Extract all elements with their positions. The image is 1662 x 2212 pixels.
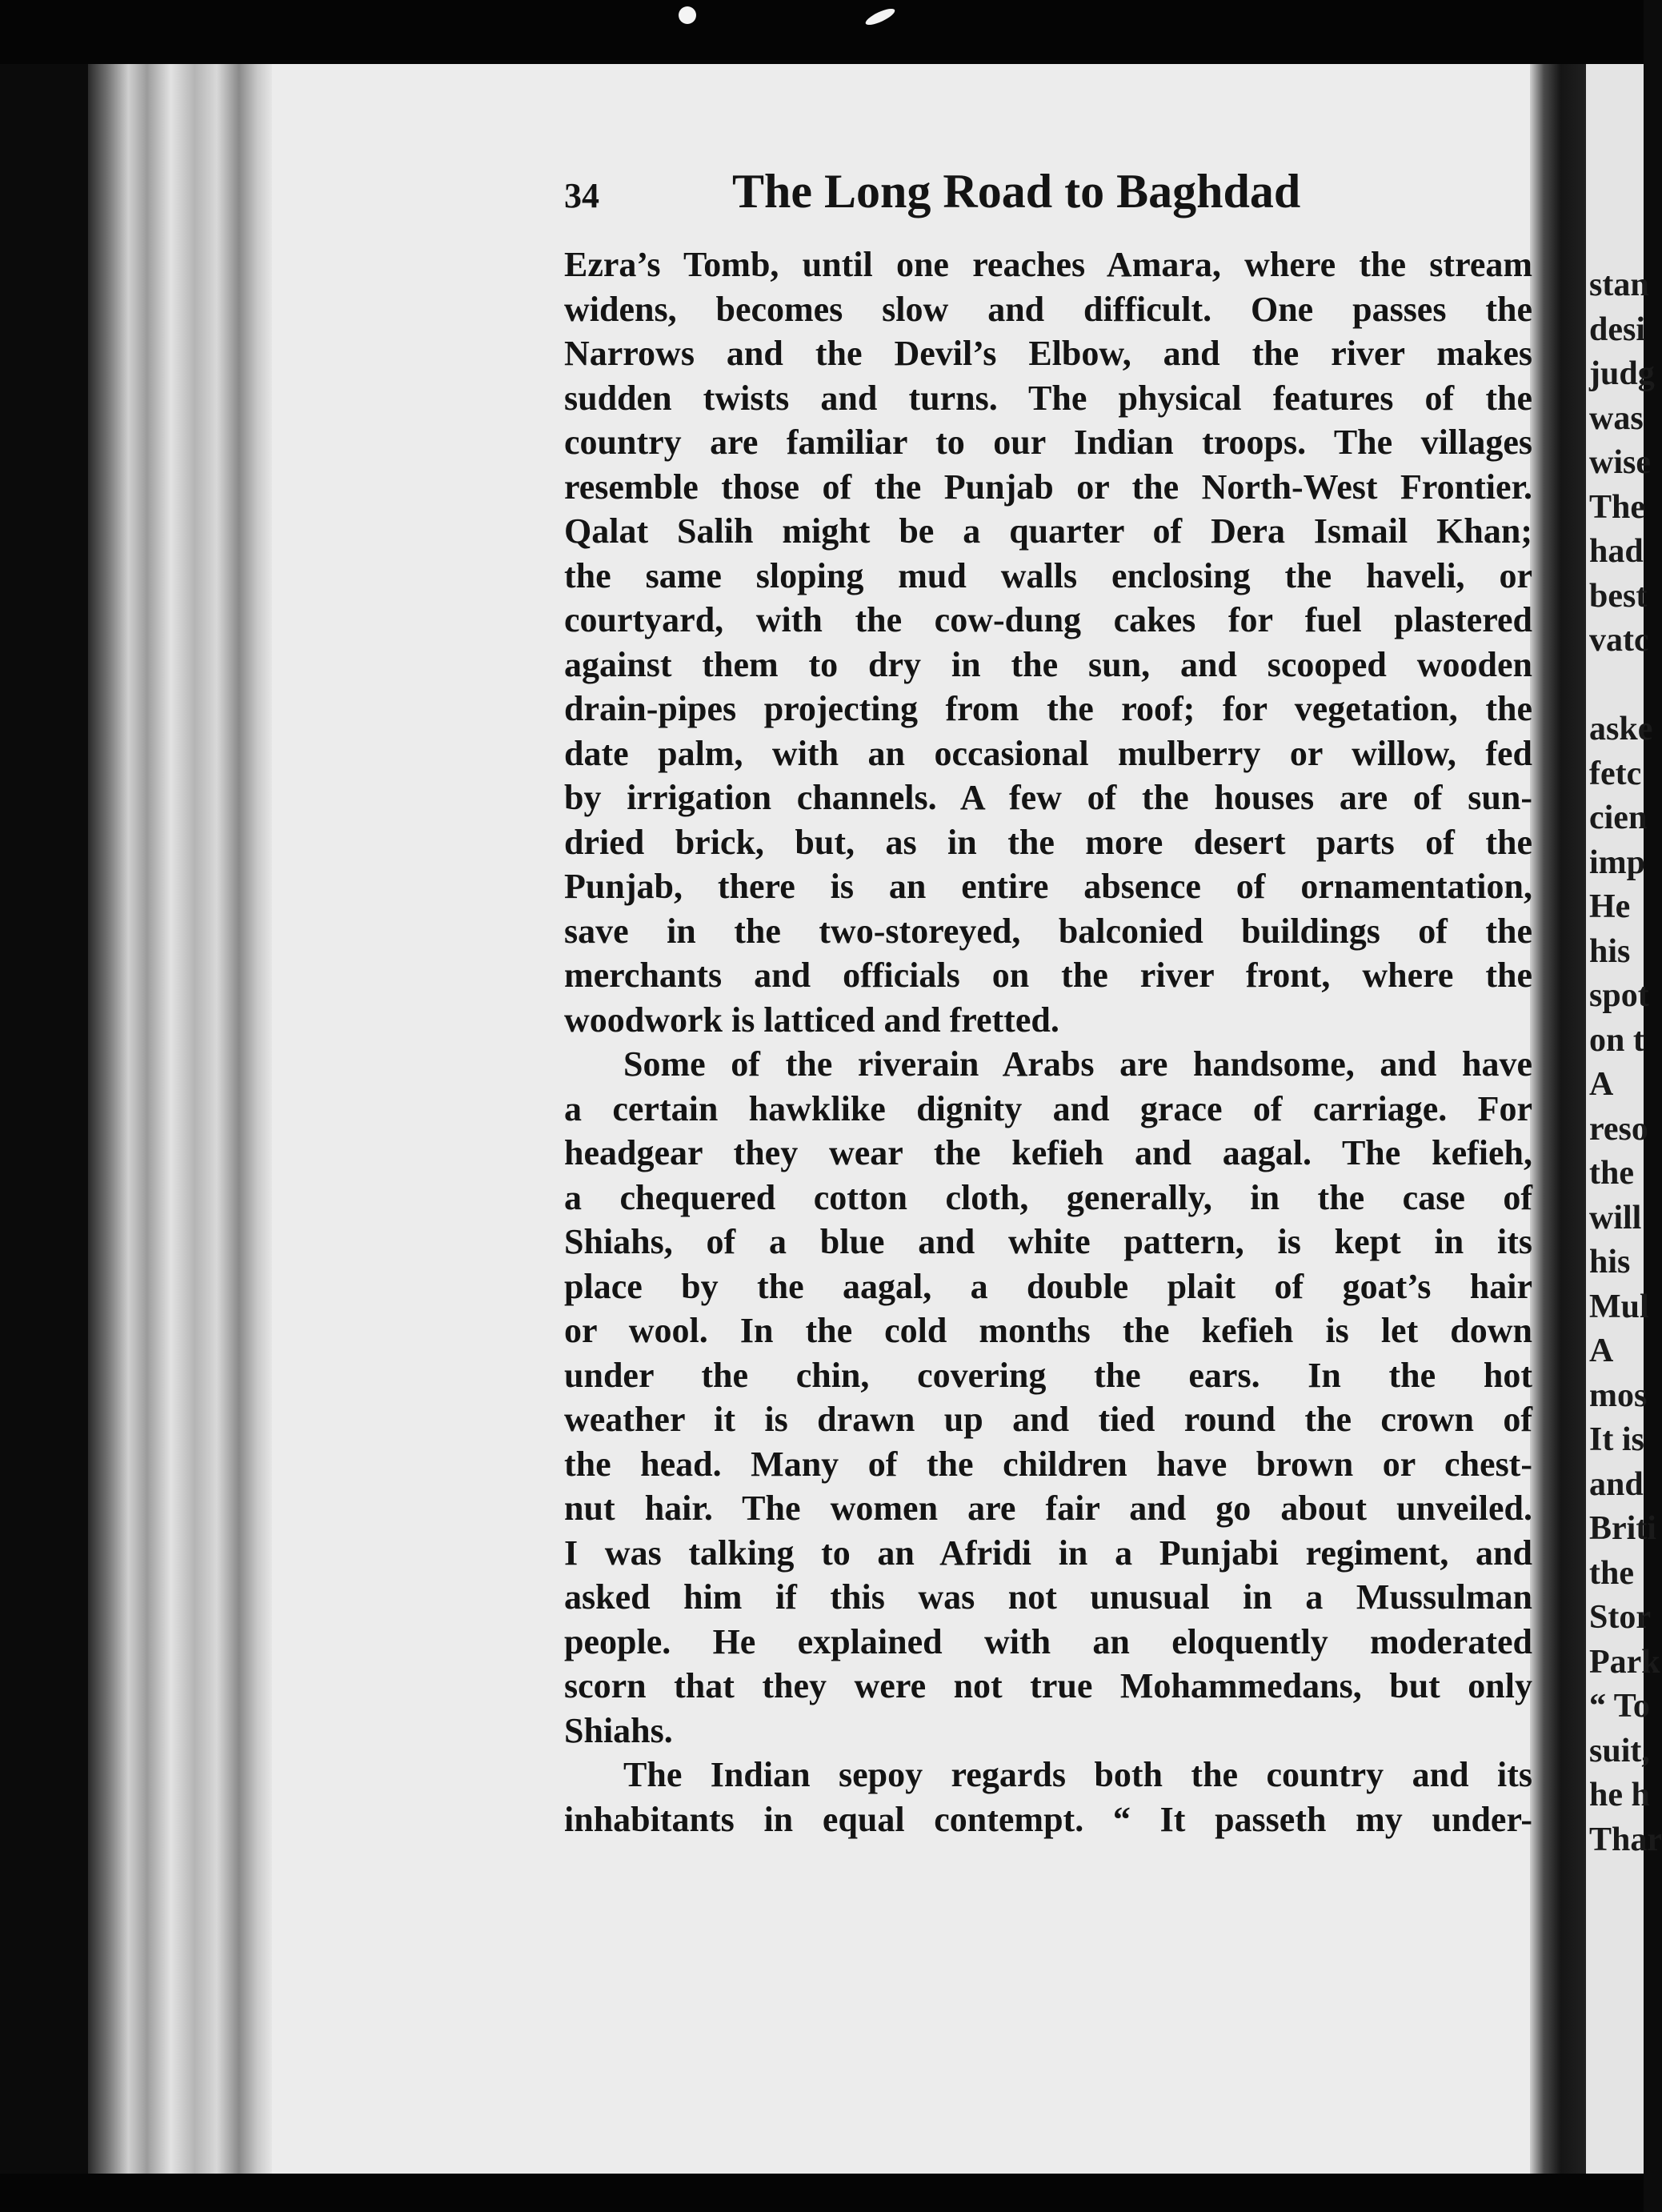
text-line: sudden twists and turns. The physical features of the [564,378,1532,418]
text-line: or wool. In the cold months the kefieh is let down [564,1311,1532,1350]
film-border-top [0,0,1644,64]
adjacent-page-text: judg [1589,355,1655,392]
text-line: against them to dry in the sun, and scooped wooden [564,644,1532,684]
adjacent-page-text: the [1589,1554,1634,1592]
adjacent-page-text: A [1589,1332,1614,1369]
adjacent-page-text: stan [1589,266,1649,303]
body-text [564,242,1532,1841]
adjacent-page-text: Briti [1589,1510,1656,1547]
text-line: by irrigation channels. A few of the houses are of sun- [564,778,1532,817]
adjacent-page-text: reso [1589,1110,1648,1148]
adjacent-page-text: Mul [1589,1288,1649,1325]
adjacent-page-text: suit, [1589,1732,1650,1769]
adjacent-page-text: was [1589,399,1644,437]
text-line: inhabitants in equal contempt. “ It passeth my under- [564,1799,1532,1839]
text-line: merchants and officials on the river front, where the [564,956,1532,995]
adjacent-page-text: his [1589,932,1631,970]
adjacent-page-text: He [1589,888,1631,925]
text-line: Ezra’s Tomb, until one reaches Amara, where the stream [564,245,1532,284]
page-number: 34 [564,176,599,215]
text-line: weather it is drawn up and tied round the crown of [564,1400,1532,1439]
running-title: The Long Road to Baghdad [732,165,1301,218]
adjacent-page-text: on t [1589,1021,1644,1059]
text-line: a certain hawklike dignity and grace of carriage. For [564,1088,1532,1128]
adjacent-page-text: had [1589,533,1644,570]
text-line: Shiahs, of a blue and white pattern, is kept in its [564,1222,1532,1261]
adjacent-page-text: wise [1589,444,1651,481]
text-line: widens, becomes slow and difficult. One passes the [564,289,1532,329]
text-line: a chequered cotton cloth, generally, in the case of [564,1177,1532,1217]
text-line: woodwork is latticed and fretted. [564,1000,1059,1040]
text-line: drain-pipes projecting from the roof; for vegetation, the [564,689,1532,728]
adjacent-page-text: Thar [1589,1821,1662,1858]
adjacent-page-fragment [1586,64,1662,2174]
text-line: Punjab, there is an entire absence of ornamentation, [564,867,1532,906]
text-line: dried brick, but, as in the more desert parts of the [564,822,1532,862]
text-line: place by the aagal, a double plait of goat’s hair [564,1266,1532,1306]
text-line: the head. Many of the children have brown or chest- [564,1444,1532,1484]
adjacent-page-text: cien [1589,799,1648,836]
adjacent-page-text: will [1589,1199,1642,1236]
text-line: the same sloping mud walls enclosing the haveli, or [564,555,1532,595]
text-line: people. He explained with an eloquently moderated [564,1621,1532,1661]
page-edge-stack [88,64,272,2174]
text-line: The Indian sepoy regards both the country and its [623,1755,1532,1794]
adjacent-page-text: vatc [1589,622,1649,659]
text-line: nut hair. The women are fair and go about unveiled. [564,1489,1532,1528]
text-line: save in the two-storeyed, balconied buildings of the [564,911,1532,951]
text-line: Qalat Salih might be a quarter of Dera Ismail Khan; [564,511,1532,551]
adjacent-page-text: It is [1589,1421,1644,1458]
text-line: courtyard, with the cow-dung cakes for fuel plastered [564,600,1532,639]
adjacent-page-text: desi [1589,311,1646,348]
running-header [564,164,1388,220]
adjacent-page-text: and [1589,1465,1644,1503]
text-line: asked him if this was not unusual in a Mussulman [564,1577,1532,1617]
adjacent-page-text: The [1589,488,1646,526]
adjacent-page-text: he h [1589,1777,1650,1813]
text-line: Narrows and the Devil’s Elbow, and the river makes [564,334,1532,373]
adjacent-page-text: “ To [1589,1688,1650,1725]
adjacent-page-text: imp [1589,844,1646,881]
text-line: Shiahs. [564,1710,673,1750]
adjacent-page-text: A [1589,1066,1614,1103]
scan-dust-spot [679,6,696,24]
film-border-bottom [0,2174,1644,2212]
adjacent-page-text: aske [1589,711,1653,747]
text-line: date palm, with an occasional mulberry or willow, fed [564,733,1532,773]
page-gutter-shadow [1530,64,1586,2174]
adjacent-page-text: best [1589,577,1648,615]
text-line: under the chin, covering the ears. In the hot [564,1355,1532,1395]
adjacent-page-text: Park [1589,1643,1660,1681]
text-line: I was talking to an Afridi in a Punjabi regiment, and [564,1533,1532,1573]
adjacent-page-text: the [1589,1155,1634,1192]
text-line: headgear they wear the kefieh and aagal. The kefieh, [564,1133,1532,1172]
adjacent-page-text: fetc [1589,755,1642,792]
text-line: Some of the riverain Arabs are handsome, and have [623,1044,1532,1084]
adjacent-page-text: spot [1589,977,1649,1014]
text-line: scorn that they were not true Mohammedans, but only [564,1666,1532,1705]
text-line: country are familiar to our Indian troops. The villages [564,423,1532,462]
adjacent-page-text: mos [1589,1376,1648,1414]
adjacent-page-text: Stor [1589,1599,1651,1636]
text-line: resemble those of the Punjab or the North-West Frontier. [564,467,1532,507]
adjacent-page-text: his [1589,1244,1631,1280]
